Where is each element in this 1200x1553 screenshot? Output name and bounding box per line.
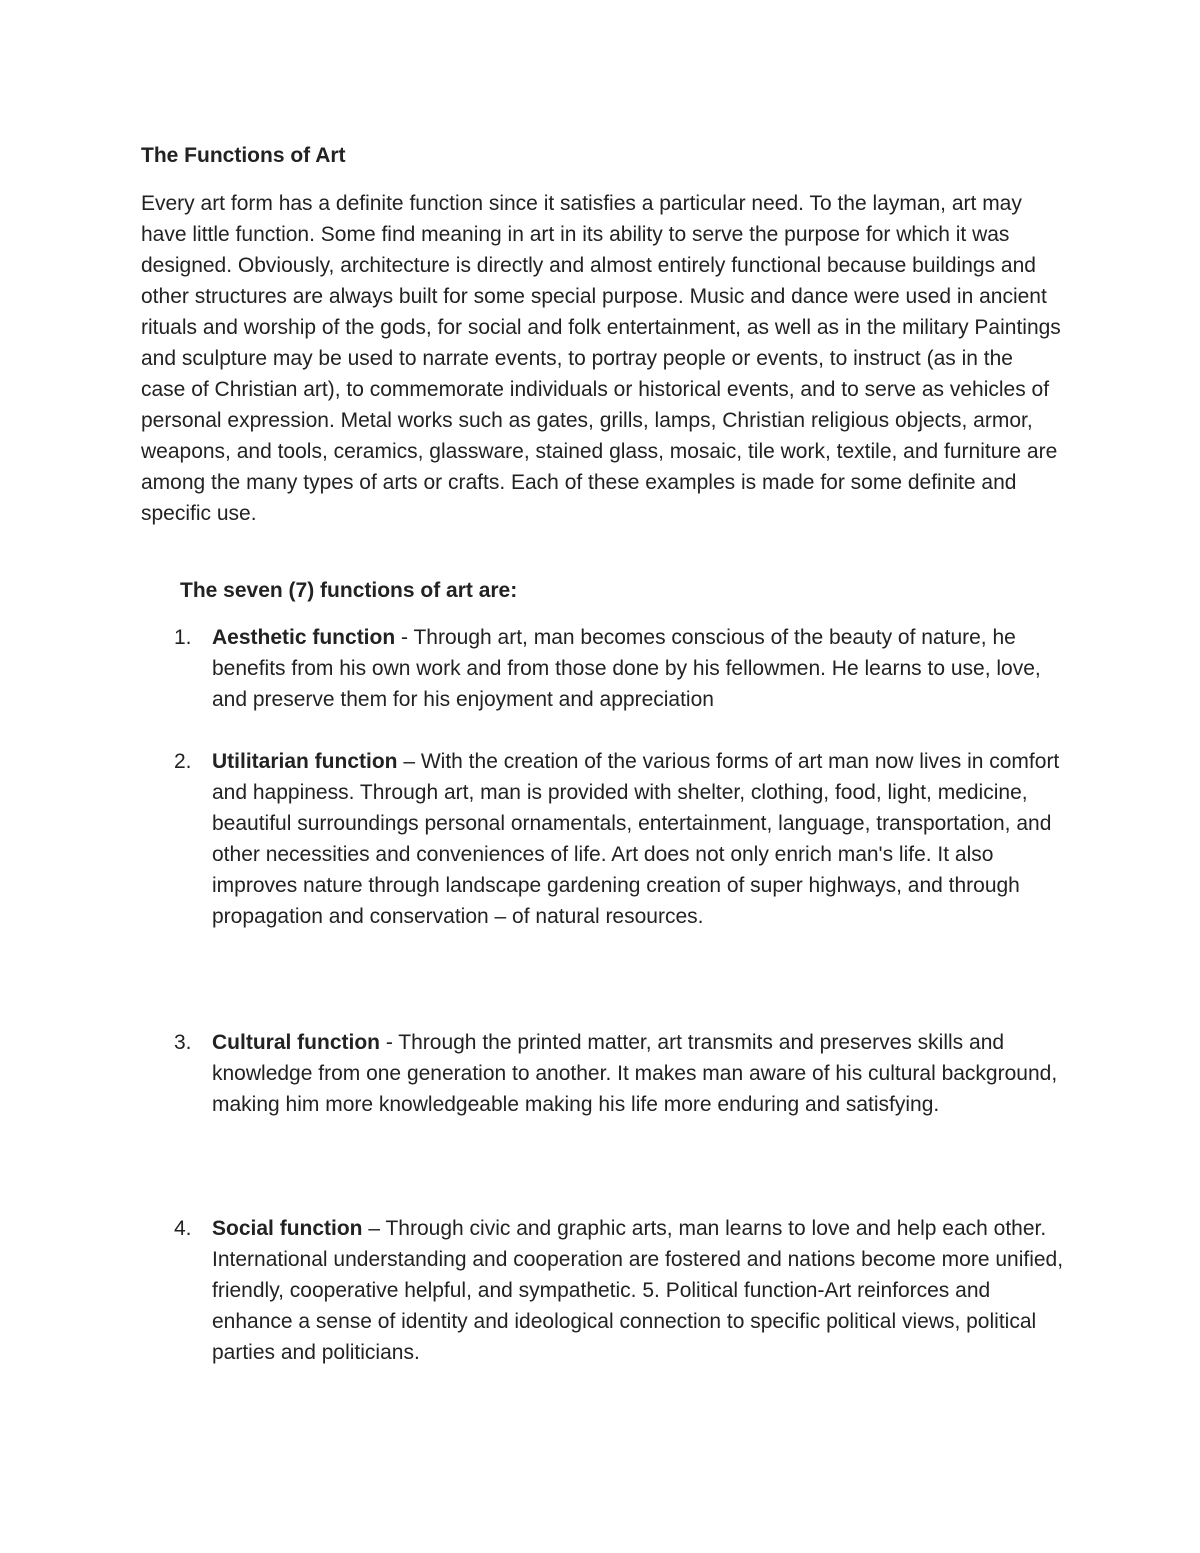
function-name: Cultural function [212, 1031, 380, 1054]
list-item-body [212, 1027, 1074, 1120]
function-list-item [174, 622, 1074, 715]
function-list-item [174, 1213, 1074, 1368]
function-description: – With the creation of the various forms of art man now lives in comfort and happiness. Through art, man is provided with shelter, clothing, food, light, medicine, beautiful surroundings personal ornamentals, entertainment, language, transportation, and other necessities and conveniences of life. Art does not only enrich man's life. It also improves nature through landscape gardening creation of super highways, and through propagation and conservation – of natural resources. [212, 750, 1060, 928]
list-item-body [212, 1213, 1074, 1368]
function-name: Utilitarian function [212, 750, 398, 773]
list-item-body [212, 622, 1074, 715]
function-description: - Through art, man becomes conscious of the beauty of nature, he benefits from his own work and from those done by his fellowmen. He learns to use, love, and preserve them for his enjoyment and appreciation [212, 626, 1041, 711]
list-item-body [212, 746, 1074, 932]
function-description: - Through the printed matter, art transmits and preserves skills and knowledge from one generation to another. It makes man aware of his cultural background, making him more knowledgeable making his life more enduring and satisfying. [212, 1031, 1058, 1116]
list-number: 3. [174, 1031, 192, 1054]
document-title: The Functions of Art [141, 144, 346, 167]
list-number: 4. [174, 1217, 192, 1240]
function-name: Social function [212, 1217, 363, 1240]
list-number: 2. [174, 750, 192, 773]
function-list-item [174, 746, 1074, 932]
function-description: – Through civic and graphic arts, man learns to love and help each other. International understanding and cooperation are fostered and nations become more unified, friendly, cooperative helpful, and sympathetic. 5. Political function-Art reinforces and enhance a sense of identity and ideological connection to specific political views, political parties and politicians. [212, 1217, 1064, 1364]
function-list-item [174, 1027, 1074, 1120]
intro-paragraph: Every art form has a definite function since it satisfies a particular need. To the layman, art may have little function. Some find meaning in art in its ability to serve the purpose for which it was designed. Obviously, architecture is directly and almost entirely functional because buildings and other structures are always built for some special purpose. Music and dance were used in ancient rituals and worship of the gods, for social and folk entertainment, as well as in the military Paintings and sculpture may be used to narrate events, to portray people or events, to instruct (as in the case of Christian art), to commemorate individuals or historical events, and to serve as vehicles of personal expression. Metal works such as gates, grills, lamps, Christian religious objects, armor, weapons, and tools, ceramics, glassware, stained glass, mosaic, tile work, textile, and furniture are among the many types of arts or crafts. Each of these examples is made for some definite and specific use. [141, 192, 1061, 525]
functions-subheading: The seven (7) functions of art are: [180, 579, 518, 602]
function-name: Aesthetic function [212, 626, 396, 649]
list-number: 1. [174, 626, 192, 649]
